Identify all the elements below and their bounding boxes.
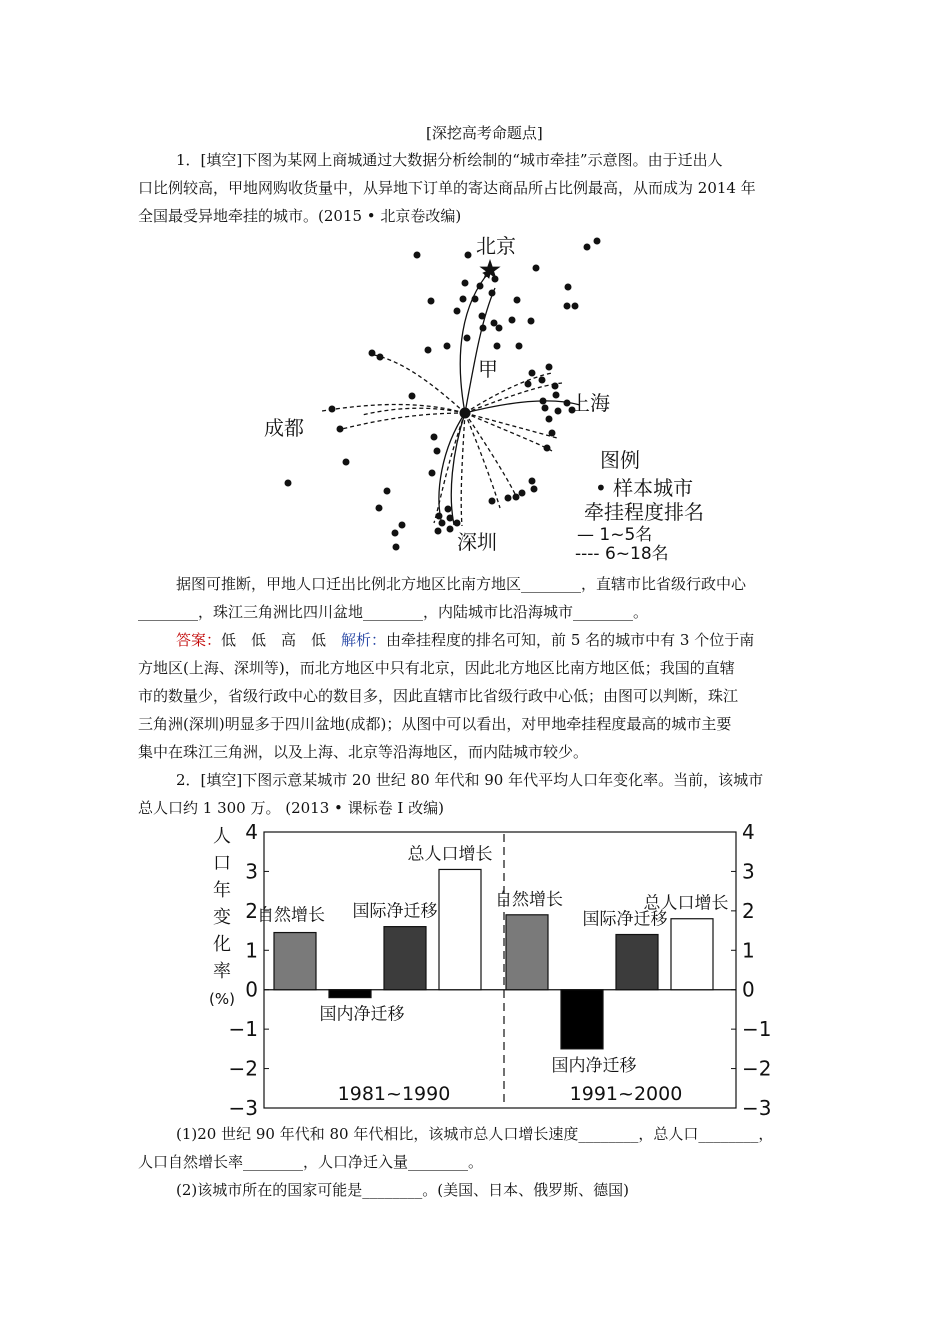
q2-sub-line-2: 人口自然增长率________，人口净迁入量________。 bbox=[138, 1153, 484, 1171]
left-tick-label: −3 bbox=[228, 1096, 258, 1120]
left-tick-label: 1 bbox=[245, 938, 258, 963]
shenzhen-label: 深圳 bbox=[457, 530, 497, 554]
right-tick-label: 3 bbox=[742, 859, 755, 884]
right-tick-label: 1 bbox=[742, 938, 755, 963]
left-tick-label: −1 bbox=[228, 1017, 258, 1042]
legend-rank-title: 牵挂程度排名 bbox=[584, 500, 704, 524]
q1-line-2: 口比例较高，甲地网购收货量中，从异地下订单的寄达商品所占比例最高，从而成为 2014 年 bbox=[138, 179, 756, 197]
beijing-star-icon bbox=[479, 259, 500, 279]
left-tick-label: 4 bbox=[245, 822, 258, 844]
bar-2-1 bbox=[506, 915, 548, 990]
right-tick-label: −1 bbox=[742, 1017, 772, 1042]
analysis-label: 解析： bbox=[341, 631, 387, 649]
answer-text: 低 低 高 低 bbox=[221, 631, 342, 649]
population-change-chart bbox=[200, 822, 790, 1122]
left-tick-label: −2 bbox=[228, 1056, 258, 1081]
left-tick-label: 3 bbox=[245, 859, 258, 884]
chengdu-label: 成都 bbox=[264, 416, 304, 440]
chart-frame bbox=[264, 832, 736, 1108]
analysis-line-5: 集中在珠江三角洲，以及上海、北京等沿海地区，而内陆城市较少。 bbox=[138, 743, 589, 761]
city-connection-map bbox=[262, 233, 732, 563]
left-tick-label: 2 bbox=[245, 898, 258, 923]
analysis-line-3: 市的数量少，省级行政中心的数目多，因此直辖市比省级行政中心低；由图可以判断，珠江 bbox=[138, 687, 739, 705]
legend-sample-city: • 样本城市 bbox=[595, 476, 694, 500]
bar-1-2 bbox=[329, 990, 371, 998]
bar-label: 国际净迁移 bbox=[582, 909, 668, 930]
q2-line-2: 总人口约 1 300 万。 (2013 • 课标卷 I 改编) bbox=[138, 799, 444, 817]
q1-line-1: 1．[填空]下图为某网上商城通过大数据分析绘制的“城市牵挂”示意图。由于迁出人 bbox=[176, 151, 723, 169]
legend-solid-line: — 1~5名 bbox=[577, 525, 653, 545]
right-tick-label: −2 bbox=[742, 1056, 772, 1081]
section-title: [深挖高考命题点] bbox=[426, 124, 543, 142]
analysis-line-2: 方地区(上海、深圳等)，而北方地区中只有北京，因此北方地区比南方地区低；我国的直辖 bbox=[138, 659, 735, 677]
q2-sub-line-1: (1)20 世纪 90 年代和 80 年代相比，该城市总人口增长速度________，总人口________， bbox=[176, 1125, 774, 1143]
q1-line-3: 全国最受异地牵挂的城市。(2015 • 北京卷改编) bbox=[138, 207, 462, 225]
bar-2-2 bbox=[561, 990, 603, 1049]
q1-question-line-1: 据图可推断，甲地人口迁出比例北方地区比南方地区________，直辖市比省级行政中心 bbox=[176, 575, 747, 593]
analysis-line-4: 三角洲(深圳)明显多于四川盆地(成都)；从图中可以看出，对甲地牵挂程度最高的城市主要 bbox=[138, 715, 732, 733]
q1-question-line-2: ________，珠江三角洲比四川盆地________，内陆城市比沿海城市________。 bbox=[138, 603, 649, 621]
bar-label: 国际净迁移 bbox=[352, 901, 438, 922]
bar-label: 总人口增长 bbox=[643, 893, 729, 914]
shanghai-label: 上海 bbox=[570, 391, 610, 415]
beijing-label: 北京 bbox=[476, 234, 516, 258]
right-tick-label: 0 bbox=[742, 977, 755, 1002]
jia-city-dot bbox=[460, 408, 471, 419]
period-label: 1991~2000 bbox=[569, 1083, 683, 1105]
period-label: 1981~1990 bbox=[337, 1083, 451, 1105]
right-tick-label: −3 bbox=[742, 1096, 772, 1120]
bar-2-3 bbox=[616, 935, 658, 990]
y-axis-label-char: 化 bbox=[213, 934, 231, 955]
bar-1-4 bbox=[439, 869, 481, 989]
legend-title: 图例 bbox=[600, 448, 640, 472]
q2-line-1: 2．[填空]下图示意某城市 20 世纪 80 年代和 90 年代平均人口年变化率。当前，该城市 bbox=[176, 771, 764, 789]
bar-2-4 bbox=[671, 919, 713, 990]
bar-label: 国内净迁移 bbox=[319, 1004, 405, 1025]
analysis-first: 由牵挂程度的排名可知，前 5 名的城市中有 3 个位于南 bbox=[386, 631, 755, 649]
y-axis-label-char: 人 bbox=[213, 826, 231, 847]
bar-label: 国内净迁移 bbox=[551, 1055, 637, 1076]
legend-dashed-line: ---- 6~18名 bbox=[575, 544, 669, 563]
bar-label: 总人口增长 bbox=[407, 844, 493, 865]
right-tick-label: 2 bbox=[742, 898, 755, 923]
y-axis-label-char: 率 bbox=[213, 961, 231, 982]
y-axis-label-char: 变 bbox=[213, 907, 231, 928]
bar-1-1 bbox=[274, 933, 316, 990]
left-tick-label: 0 bbox=[245, 977, 258, 1002]
y-axis-label-char: (%) bbox=[209, 990, 235, 1008]
y-axis-label-char: 口 bbox=[213, 853, 231, 874]
jia-label: 甲 bbox=[478, 357, 498, 381]
bar-label: 自然增长 bbox=[257, 905, 325, 926]
y-axis-label-char: 年 bbox=[213, 880, 231, 901]
right-tick-label: 4 bbox=[742, 822, 755, 844]
answer-label: 答案： bbox=[176, 631, 222, 649]
bar-1-3 bbox=[384, 927, 426, 990]
q2-sub-line-3: (2)该城市所在的国家可能是________。(美国、日本、俄罗斯、德国) bbox=[176, 1181, 629, 1199]
q1-answer-line bbox=[176, 630, 754, 650]
bar-label: 自然增长 bbox=[495, 889, 563, 910]
map-legend bbox=[575, 448, 704, 563]
